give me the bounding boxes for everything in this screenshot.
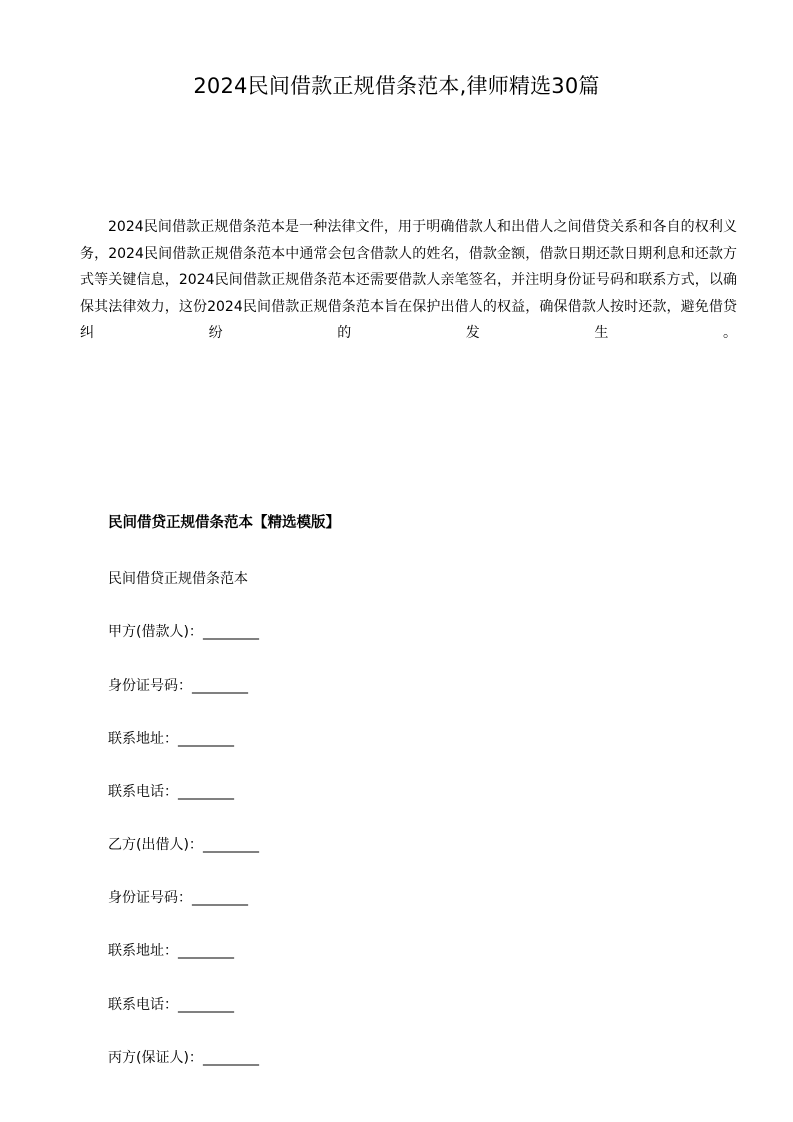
field-borrower-address (108, 728, 234, 750)
field-blank: ________ (192, 678, 248, 694)
field-lender (108, 834, 259, 856)
field-lender-address (108, 940, 234, 962)
field-label: 乙方(出借人)： (108, 837, 203, 853)
field-blank: ________ (178, 997, 234, 1013)
field-blank: ________ (178, 731, 234, 747)
field-blank: ________ (202, 624, 259, 640)
field-label: 身份证号码： (108, 678, 192, 694)
field-guarantor (108, 1047, 259, 1069)
section-subtitle: 民间借贷正规借条范本 (108, 571, 248, 587)
field-blank: ________ (202, 837, 259, 853)
field-blank: ________ (178, 784, 234, 800)
field-blank: ________ (192, 890, 248, 906)
field-borrower-phone (108, 781, 234, 803)
field-borrower (108, 621, 259, 643)
field-label: 联系地址： (108, 943, 178, 959)
field-borrower-id (108, 675, 248, 697)
field-label: 甲方(借款人)： (108, 624, 203, 640)
document-title: 2024民间借款正规借条范本,律师精选30篇 (193, 74, 600, 98)
field-lender-id (108, 887, 248, 909)
field-label: 联系电话： (108, 784, 178, 800)
section-heading: 民间借贷正规借条范本【精选模版】 (108, 515, 340, 531)
field-label: 身份证号码： (108, 890, 192, 906)
intro-paragraph: 2024民间借款正规借条范本是一种法律文件，用于明确借款人和出借人之间借贷关系和各自的权利义务，2024民间借款正规借条范本中通常会包含借款人的姓名，借款金额，借款日期还款日期利息和还款方式等关键信息，2024民间借款正规借条范本还需要借款人亲笔签名，并注明身份证号码和联系方式，以确保其法律效力，这份2024民间借款正规借条范本旨在保护出借人的权益，确保借款人按时还款，避免借贷纠纷的发生。 (80, 219, 737, 341)
field-lender-phone (108, 994, 234, 1016)
field-label: 联系地址： (108, 731, 178, 747)
field-blank: ________ (178, 943, 234, 959)
field-blank: ________ (202, 1050, 259, 1066)
field-label: 丙方(保证人)： (108, 1050, 203, 1066)
field-label: 联系电话： (108, 997, 178, 1013)
